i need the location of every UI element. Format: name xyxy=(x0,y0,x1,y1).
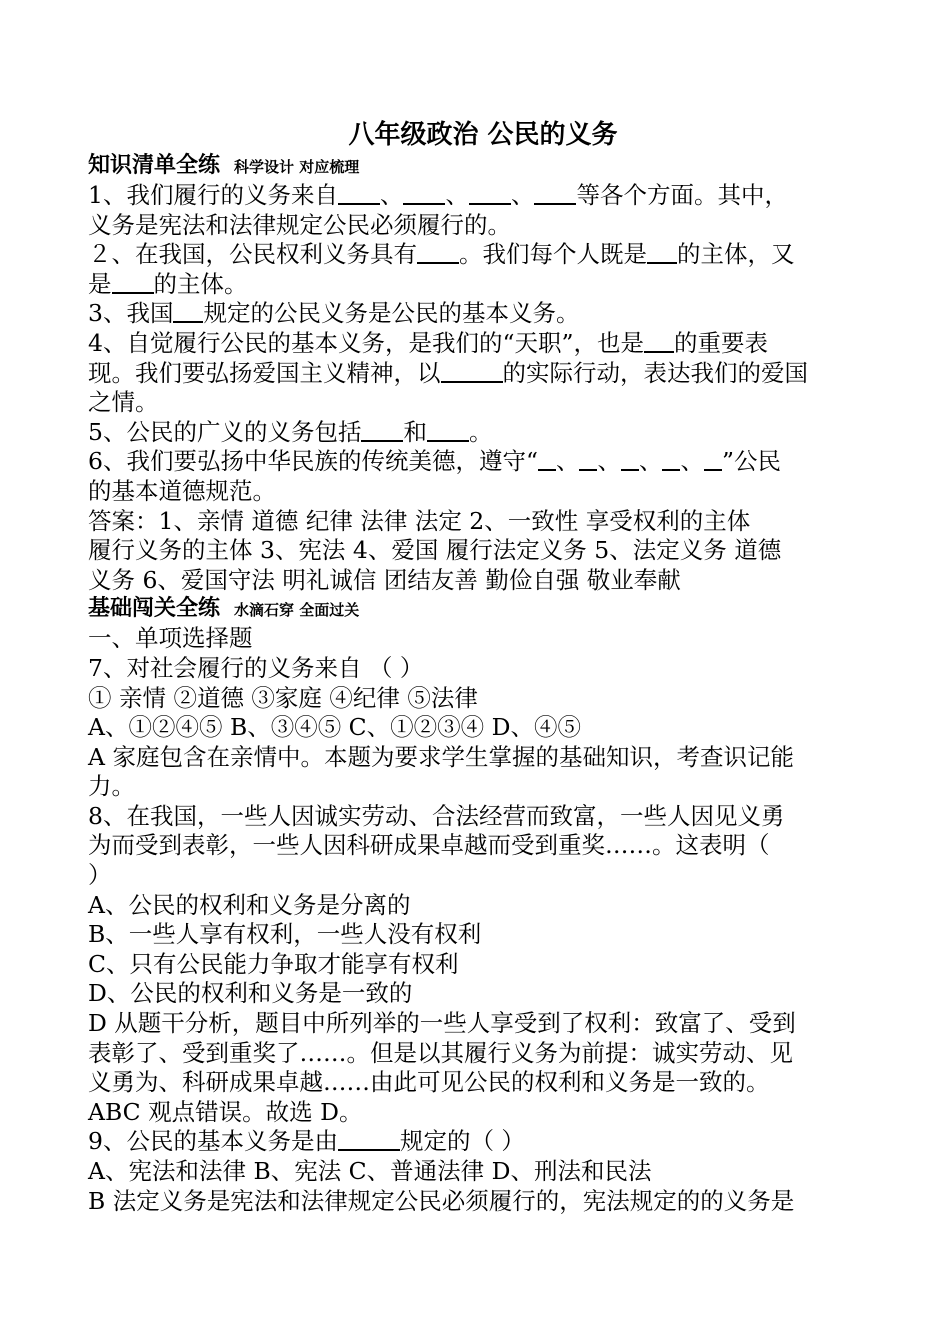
section-heading-text: 知识清单全练 xyxy=(88,153,221,178)
q5-text-b: 和 xyxy=(403,417,427,446)
section-heading-text: 基础闯关全练 xyxy=(88,596,221,622)
question-7-stem: 7、对社会履行的义务来自 （ ） xyxy=(88,653,424,682)
question-6-cont xyxy=(88,477,878,507)
question-9-explain: B 法定义务是宪法和法律规定公民必须履行的，宪法规定的的义务是 xyxy=(88,1186,795,1215)
separator: 、 xyxy=(445,181,469,209)
section-subheading: 科学设计 对应梳理 xyxy=(234,158,360,176)
q9-text-a: 9、公民的基本义务是由 xyxy=(88,1127,338,1156)
question-8-stem: 8、在我国，一些人因诚实劳动、合法经营而致富，一些人因见义勇 xyxy=(88,801,785,830)
question-8-option-d: D、公民的权利和义务是一致的 xyxy=(88,979,413,1008)
question-4-cont xyxy=(88,359,878,389)
section-heading-knowledge xyxy=(88,152,878,181)
question-8-explain-4: ABC 观点错误。故选 D。 xyxy=(88,1097,363,1126)
fill-blank[interactable] xyxy=(338,1129,400,1151)
section-heading-basic xyxy=(88,595,878,624)
answer-line-3: 义务 6、爱国守法 明礼诚信 团结友善 勤俭自强 敬业奉献 xyxy=(88,565,681,594)
question-2 xyxy=(88,240,878,270)
question-9-stem xyxy=(88,1127,878,1157)
q1-text-b: 等各个方面。其中， xyxy=(576,181,788,209)
separator: 、 xyxy=(555,447,580,476)
q2-text-c: 的主体，又 xyxy=(677,240,795,269)
q2-text-a: ２、在我国，公民权利义务具有 xyxy=(88,240,417,269)
question-8-explain-3: 义勇为、科研成果卓越……由此可见公民的权利和义务是一致的。 xyxy=(88,1068,770,1097)
fill-blank[interactable] xyxy=(338,183,380,205)
separator: 、 xyxy=(638,447,663,476)
q4-text-e: 之情。 xyxy=(88,388,159,417)
q6-text-c: 的基本道德规范。 xyxy=(88,476,276,505)
answer-line-2: 履行义务的主体 3、宪法 4、爱国 履行法定义务 5、法定义务 道德 xyxy=(88,536,782,565)
question-7-options: A、①②④⑤ B、③④⑤ C、①②③④ D、④⑤ xyxy=(88,713,581,742)
question-8-stem-end: ） xyxy=(88,861,112,890)
fill-blank[interactable] xyxy=(469,183,511,205)
question-8-explain-1: D 从题干分析，题目中所列举的一些人享受到了权利：致富了、受到 xyxy=(88,1009,796,1038)
question-1-cont xyxy=(88,211,878,241)
part-heading: 一、单项选择题 xyxy=(88,624,253,653)
fill-blank[interactable] xyxy=(621,449,639,471)
q5-text-c: 。 xyxy=(468,417,493,446)
question-5 xyxy=(88,418,878,448)
q2-text-b: 。我们每个人既是 xyxy=(459,240,647,269)
separator: 、 xyxy=(510,181,535,209)
question-8-option-a: A、公民的权利和义务是分离的 xyxy=(88,890,411,919)
question-8-explain-2: 表彰了、受到重奖了……。但是以其履行义务为前提：诚实劳动、见 xyxy=(88,1038,793,1067)
question-7-explain: A 家庭包含在亲情中。本题为要求学生掌握的基础知识，考查识记能 xyxy=(88,742,794,771)
question-4 xyxy=(88,329,878,359)
q1-text-a: 1、我们履行的义务来自 xyxy=(88,181,338,209)
fill-blank[interactable] xyxy=(173,301,203,323)
fill-blank[interactable] xyxy=(704,449,722,471)
q4-text-b: 的重要表 xyxy=(673,328,768,357)
question-8-option-b: B、一些人享有权利，一些人没有权利 xyxy=(88,920,482,949)
q6-text-a: 6、我们要弘扬中华民族的传统美德，遵守“ xyxy=(88,447,538,476)
fill-blank[interactable] xyxy=(644,331,674,353)
fill-blank[interactable] xyxy=(441,361,503,383)
document-page xyxy=(88,118,878,1216)
q6-text-b: ”公民 xyxy=(721,447,781,476)
question-7-explain-cont: 力。 xyxy=(88,772,135,801)
fill-blank[interactable] xyxy=(361,420,403,442)
question-8-stem-cont: 为而受到表彰，一些人因科研成果卓越而受到重奖……。这表明（ xyxy=(88,831,770,860)
fill-blank[interactable] xyxy=(427,420,469,442)
fill-blank[interactable] xyxy=(579,449,597,471)
question-3 xyxy=(88,299,878,329)
question-7-items: ① 亲情 ②道德 ③家庭 ④纪律 ⑤法律 xyxy=(88,683,478,712)
separator: 、 xyxy=(379,181,404,209)
question-9-options: A、宪法和法律 B、宪法 C、普通法律 D、刑法和民法 xyxy=(88,1157,652,1185)
answer-line-1: 答案：1、亲情 道德 纪律 法律 法定 2、一致性 享受权利的主体 xyxy=(88,506,751,535)
fill-blank[interactable] xyxy=(647,242,677,264)
section-subheading: 水滴石穿 全面过关 xyxy=(234,601,360,620)
q9-text-b: 规定的（ ） xyxy=(399,1127,525,1156)
question-2-cont xyxy=(88,270,878,300)
separator: 、 xyxy=(680,447,704,476)
fill-blank[interactable] xyxy=(538,449,556,471)
q3-text-b: 规定的公民义务是公民的基本义务。 xyxy=(203,299,580,328)
fill-blank[interactable] xyxy=(662,449,680,471)
q1-text-c: 义务是宪法和法律规定公民必须履行的。 xyxy=(88,210,511,239)
question-8-option-c: C、只有公民能力争取才能享有权利 xyxy=(88,949,459,978)
separator: 、 xyxy=(597,447,621,476)
fill-blank[interactable] xyxy=(534,183,576,205)
document-title: 八年级政治 公民的义务 xyxy=(348,120,618,150)
question-6 xyxy=(88,447,878,477)
q3-text-a: 3、我国 xyxy=(88,299,174,328)
fill-blank[interactable] xyxy=(417,242,459,264)
q4-text-a: 4、自觉履行公民的基本义务，是我们的“天职”，也是 xyxy=(88,328,644,357)
q5-text-a: 5、公民的广义的义务包括 xyxy=(88,417,362,446)
q4-text-d: 的实际行动，表达我们的爱国 xyxy=(502,358,808,387)
question-4-cont2 xyxy=(88,388,878,418)
q4-text-c: 现。我们要弘扬爱国主义精神，以 xyxy=(88,358,441,387)
fill-blank[interactable] xyxy=(403,183,445,205)
q2-text-e: 的主体。 xyxy=(153,269,248,298)
question-1 xyxy=(88,181,878,211)
fill-blank[interactable] xyxy=(112,272,154,294)
q2-text-d: 是 xyxy=(88,269,112,298)
